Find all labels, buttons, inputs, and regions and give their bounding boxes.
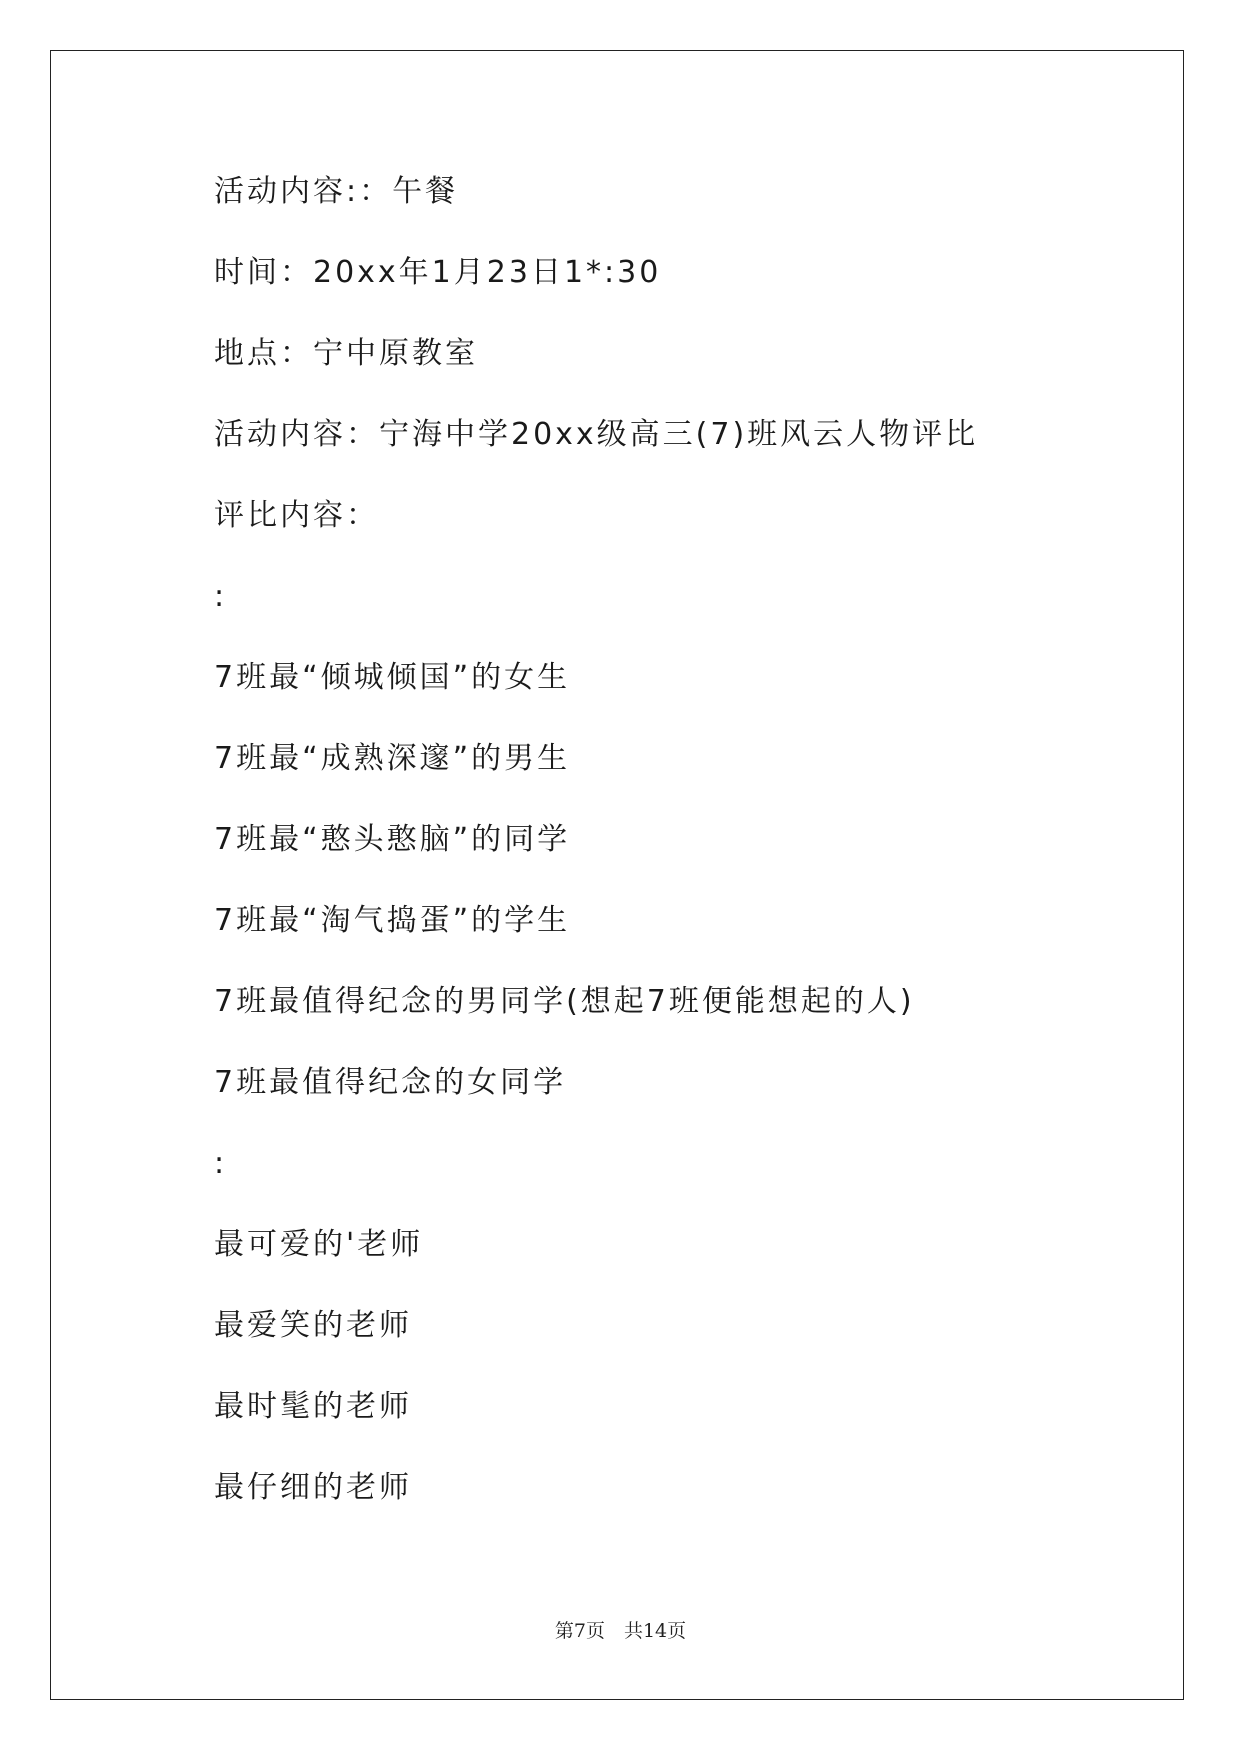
text-line-teacher-award: 最时髦的老师 bbox=[214, 1389, 412, 1424]
text-line-location: 地点：宁中原教室 bbox=[214, 336, 478, 371]
document-body bbox=[214, 165, 1114, 1542]
text-line-separator-students: : bbox=[214, 579, 228, 614]
text-line-activity-lunch: 活动内容:：午餐 bbox=[214, 174, 459, 209]
text-line-award-item: 7班最“成熟深邃”的男生 bbox=[214, 741, 571, 776]
page-number-footer: 第7页 共14页 bbox=[554, 1620, 687, 1642]
text-line-teacher-award: 最可爱的'老师 bbox=[214, 1227, 424, 1262]
text-line-award-item: 7班最“倾城倾国”的女生 bbox=[214, 660, 571, 695]
text-line-award-item: 7班最值得纪念的男同学(想起7班便能想起的人) bbox=[214, 984, 915, 1019]
text-line-activity-award: 活动内容：宁海中学20xx级高三(7)班风云人物评比 bbox=[214, 417, 979, 452]
text-line-award-content: 评比内容： bbox=[214, 498, 379, 533]
text-line-award-item: 7班最“淘气捣蛋”的学生 bbox=[214, 903, 571, 938]
text-line-award-item: 7班最“憨头憨脑”的同学 bbox=[214, 822, 571, 857]
text-line-separator-teachers: : bbox=[214, 1146, 228, 1181]
text-line-time: 时间：20xx年1月23日1*:30 bbox=[214, 255, 662, 290]
text-line-teacher-award: 最仔细的老师 bbox=[214, 1470, 412, 1505]
text-line-teacher-award: 最爱笑的老师 bbox=[214, 1308, 412, 1343]
text-line-award-item: 7班最值得纪念的女同学 bbox=[214, 1065, 567, 1100]
